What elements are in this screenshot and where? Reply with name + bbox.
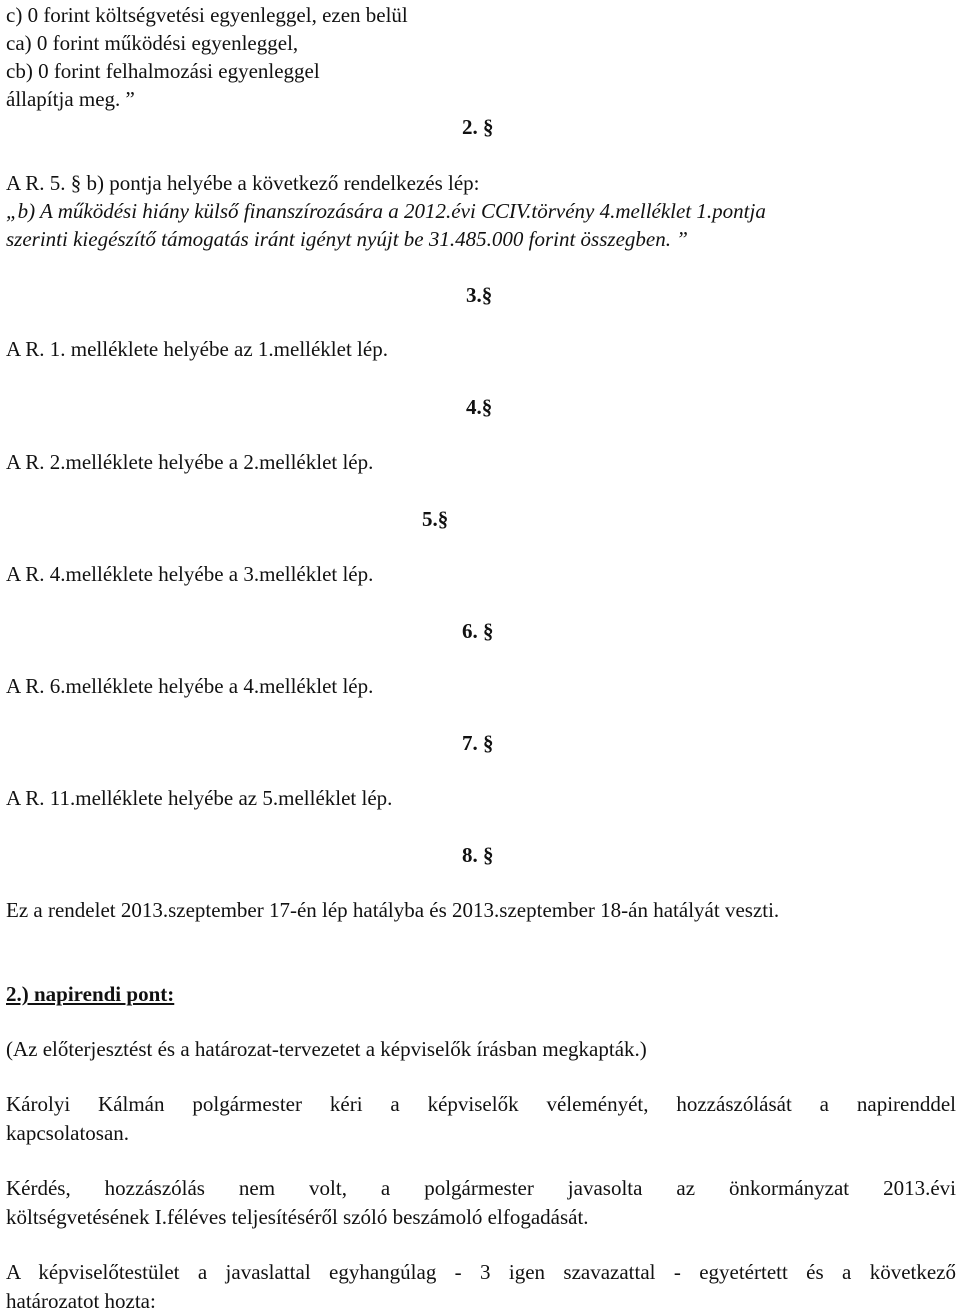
- agenda-note: (Az előterjesztést és a határozat-tervezetet a képviselők írásban megkapták.): [6, 1037, 647, 1061]
- agenda-paragraph-1-line-1: Károlyi Kálmán polgármester kéri a képviselők véleményét, hozzászólását a napirenddel: [6, 1092, 956, 1116]
- section-c-line-4: állapítja meg. ”: [6, 87, 135, 111]
- agenda-heading: [6, 981, 174, 1007]
- section-3-heading: 3.§: [466, 283, 493, 307]
- section-4-heading: 4.§: [466, 395, 493, 419]
- agenda-heading-text: 2.) napirendi pont:: [6, 982, 175, 1006]
- section-c-line-1: c) 0 forint költségvetési egyenleggel, ezen belül: [6, 3, 408, 27]
- section-2-heading: 2. §: [462, 115, 494, 139]
- section-7-heading: 7. §: [462, 731, 494, 755]
- section-5-text: A R. 4.melléklete helyébe a 3.melléklet lép.: [6, 562, 374, 586]
- section-3-text: A R. 1. melléklete helyébe az 1.melléklet lép.: [6, 337, 388, 361]
- amendment-intro: A R. 5. § b) pontja helyébe a következő rendelkezés lép:: [6, 171, 480, 195]
- agenda-paragraph-1: [6, 1090, 956, 1148]
- section-8-heading: 8. §: [462, 843, 494, 867]
- agenda-paragraph-1-line-2: kapcsolatosan.: [6, 1121, 130, 1145]
- agenda-paragraph-3: [6, 1258, 956, 1316]
- agenda-paragraph-2-line-1: Kérdés, hozzászólás nem volt, a polgármester javasolta az önkormányzat 2013.évi: [6, 1176, 956, 1200]
- section-c-line-3: cb) 0 forint felhalmozási egyenleggel: [6, 59, 320, 83]
- section-6-text: A R. 6.melléklete helyébe a 4.melléklet lép.: [6, 674, 374, 698]
- section-c-line-2: ca) 0 forint működési egyenleggel,: [6, 31, 299, 55]
- amendment-text-line-2: szerinti kiegészítő támogatás iránt igényt nyújt be 31.485.000 forint összegben. ”: [6, 227, 688, 251]
- agenda-paragraph-3-line-2: határozatot hozta:: [6, 1289, 156, 1313]
- section-8-text: Ez a rendelet 2013.szeptember 17-én lép hatályba és 2013.szeptember 18-án hatályát veszti.: [6, 898, 780, 922]
- section-7-text: A R. 11.melléklete helyébe az 5.melléklet lép.: [6, 786, 393, 810]
- amendment-text-line-1: „b) A működési hiány külső finanszírozására a 2012.évi CCIV.törvény 4.melléklet 1.pontja: [6, 199, 766, 223]
- agenda-paragraph-2-line-2: költségvetésének I.féléves teljesítéséről szóló beszámoló elfogadását.: [6, 1205, 589, 1229]
- agenda-paragraph-2: [6, 1174, 956, 1232]
- section-5-heading: 5.§: [422, 507, 449, 531]
- section-4-text: A R. 2.melléklete helyébe a 2.melléklet lép.: [6, 450, 374, 474]
- section-6-heading: 6. §: [462, 619, 494, 643]
- agenda-paragraph-3-line-1: A képviselőtestület a javaslattal egyhangúlag - 3 igen szavazattal - egyetértett és a következő: [6, 1260, 956, 1284]
